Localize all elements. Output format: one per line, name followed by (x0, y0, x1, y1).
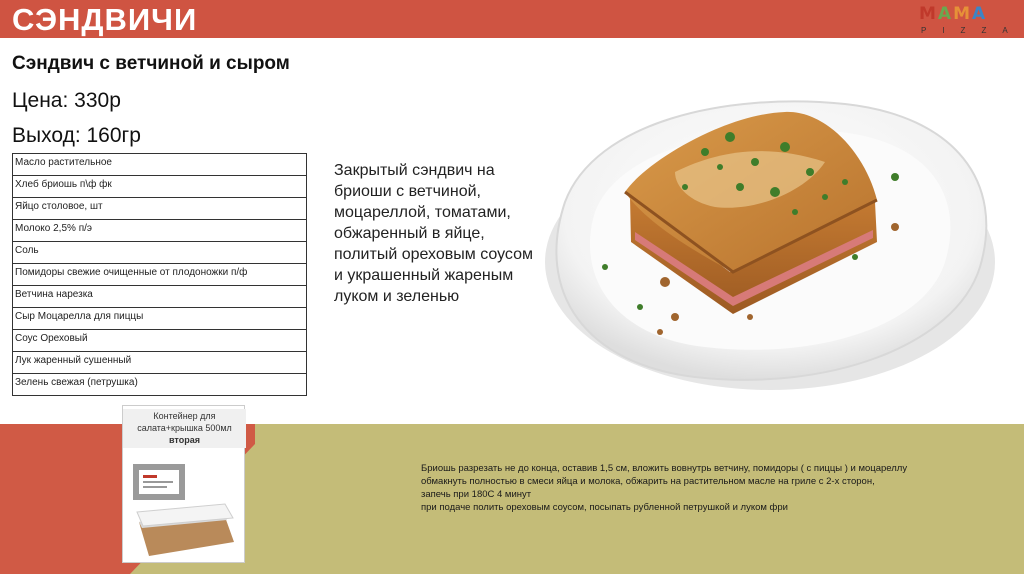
dish-price: Цена: 330р (12, 89, 121, 112)
logo-subtitle: PIZZA (921, 26, 1024, 35)
instruction-line: запечь при 180С 4 минут (421, 489, 532, 500)
table-row (13, 374, 307, 396)
table-row (13, 242, 307, 264)
table-row (13, 352, 307, 374)
ingredient-cell: Лук жаренный сушенный (13, 352, 307, 374)
ingredient-cell: Соль (13, 242, 307, 264)
ingredient-cell: Соус Ореховый (13, 330, 307, 352)
table-row (13, 198, 307, 220)
ingredient-cell: Ветчина нарезка (13, 286, 307, 308)
ingredient-cell: Зелень свежая (петрушка) (13, 374, 307, 396)
ingredient-cell: Помидоры свежие очищенные от плодоножки п/ф (13, 264, 307, 286)
salad-container-image (129, 462, 239, 560)
table-row (13, 264, 307, 286)
dish-yield: Выход: 160гр (12, 124, 141, 147)
mama-pizza-logo (919, 4, 1023, 40)
ingredient-cell: Молоко 2,5% п/э (13, 220, 307, 242)
table-row (13, 154, 307, 176)
table-row (13, 286, 307, 308)
table-row (13, 308, 307, 330)
instruction-line: обмакнуть полностью в смеси яйца и молока, обжарить на растительном масле на гриле с 2-х сторон, (421, 476, 875, 487)
packaging-card (122, 405, 245, 563)
instruction-line: при подаче полить ореховым соусом, посыпать рубленной петрушкой и луком фри (421, 502, 788, 513)
ingredient-cell: Сыр Моцарелла для пиццы (13, 308, 307, 330)
ingredient-cell: Масло растительное (13, 154, 307, 176)
dish-description: Закрытый сэндвич на бриоши с ветчиной, моцареллой, томатами, обжаренный в яйце, политый ореховым соусом и украшенный жареным луком и зеленью (334, 162, 533, 305)
table-row (13, 220, 307, 242)
table-row (13, 330, 307, 352)
ingredient-cell: Хлеб бриошь п\ф фк (13, 176, 307, 198)
ingredients-table (12, 153, 307, 396)
table-row (13, 176, 307, 198)
dish-name: Сэндвич с ветчиной и сыром (12, 53, 290, 74)
cooking-instructions (421, 462, 931, 514)
header-bar (0, 0, 1024, 38)
instruction-line: Бриошь разрезать не до конца, оставив 1,5 см, вложить вовнутрь ветчину, помидоры ( с пиццы ) и моцареллу (421, 463, 908, 474)
packaging-label: Контейнер для салата+крышка 500мл вторая (123, 409, 246, 448)
logo-word: MAMA (919, 4, 988, 24)
page-title: СЭНДВИЧИ (12, 2, 198, 37)
sandwich-photo (525, 92, 1005, 397)
ingredient-cell: Яйцо столовое, шт (13, 198, 307, 220)
